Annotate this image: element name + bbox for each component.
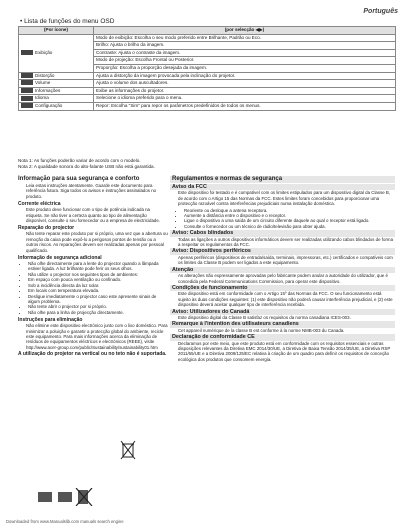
settings-icon (21, 103, 33, 108)
caution-heading: Atenção (170, 267, 395, 273)
list-item: • Em locais com temperatura elevada. (28, 288, 168, 293)
list-item: • Em espaço com pouca ventilação ou confinado. (28, 277, 168, 282)
ce-text: Declaramos por este meio, que este produto está em conformidade com os requisitos essenciais e outras disposições relevantes da Diretiva EMC 2014/30/UE, a Diretiva de Baixa Tensão 2014/35/UE, a Diretiva RSP 2011/65/UE e a Diretiva 2009/125/EC relativa à criação de um quadro para definir os requisitos de conceção ecológica dos produtos que consomem energia. (178, 340, 391, 362)
osd-row-text: Selecione o idioma preferido para o menu. (94, 95, 396, 103)
additional-safety-heading: Informação de segurança adicional (18, 255, 102, 262)
osd-list-title: • Lista de funções do menu OSD (20, 18, 114, 25)
canada-fr-text: Cet appareil numérique de la classe B est conforme à la norme NMB-003 du Canada. (178, 327, 345, 333)
weee-bin-icon (120, 440, 136, 460)
list-item: • Desligue imediatamente o projector caso este apresente sinais de algum problema. (28, 294, 168, 305)
osd-row-text: Modo de exibição: Escolha o seu modo preferido entre Brilhante, Padrão ou Eco. (94, 34, 396, 42)
safety-heading: Informação para sua segurança e conforto (18, 176, 140, 182)
table-row (19, 87, 396, 95)
osd-row-text: Brilho: Ajusta o brilho da imagem. (94, 42, 396, 50)
osd-row-text: Exibe as informações do projetor. (94, 87, 396, 95)
volume-icon (21, 80, 33, 85)
info-icon (21, 88, 33, 93)
language-label: Português (363, 8, 398, 15)
osd-icon-label: Idioma (35, 95, 49, 101)
note-2: Nota 2: A qualidade sonora do alto-falante USB não está garantida. (18, 164, 155, 169)
osd-row-text: Modo de projeção: Escolha Frontal ou Posterior. (94, 57, 396, 65)
canada-heading: Aviso: Utilizadores do Canadá (170, 309, 395, 315)
osd-icon-label: Distorção (35, 72, 55, 78)
osd-row-text: Repor: Escolha "Sim" para repor os parâmetros predefinidos de todos os menus. (94, 102, 396, 110)
list-item: • Reoriente ou desloque a antena receptora. (184, 208, 395, 213)
canada-fr-heading: Remarque à l'intention des utilisateurs canadiens (170, 321, 395, 327)
electric-heading: Corrente eléctrica (18, 201, 61, 208)
osd-notes (18, 158, 155, 170)
shielded-cables-text: Todas as ligações a outros dispositivos informáticos devem ser realizadas utilizando cabos blindados de forma a respeitar os regulamentos da FCC. (178, 236, 394, 248)
table-row (19, 95, 396, 103)
osd-row-text: Ajusta o volume dos auscultadores. (94, 80, 396, 88)
osd-row-text: Contraste: Ajusta o contraste da imagem. (94, 49, 396, 57)
list-item: • Não utilize o projector nos seguintes tipos de ambientes: (28, 272, 168, 277)
repair-text: Não tente reparar este produto por si próprio, uma vez que a abertura ou remoção da caixa pode expô-lo a perigosos pontos de tensão ou a outros riscos. As reparações devem ser realizadas apenas por pessoal qualificado. (26, 231, 168, 253)
list-item: • Consulte o fornecedor ou um técnico de rádio/televisão para obter ajuda. (184, 224, 395, 229)
osd-col-selection-header: (por selecção ◀▶) (94, 27, 396, 35)
list-item: • Ligue o dispositivo a uma saída de um circuito diferente daquele ao qual o receptor está ligado. (184, 218, 395, 223)
conditions-text: Este dispositivo está em conformidade com o Artigo 15º das Normas da FCC. O seu funcionamento está sujeito às duas condições seguintes: (1) este dispositivo não poderá causar interferência prejudicial, e (2) este dispositivo deverá aceitar qualquer tipo de interferência recebida. (178, 291, 393, 308)
list-item: • Sob a incidência directa da luz solar. (28, 283, 168, 288)
list-item: • Não olhe directamente para a lente do projector quando a lâmpada estiver ligada. A luz brilhante pode ferir os seus olhos. (28, 261, 168, 272)
osd-icon-label: Volume (35, 80, 51, 86)
osd-icon-label: Informações (35, 87, 61, 93)
osd-function-table (18, 26, 396, 111)
list-item: • Aumente a distância entre o dispositivo e o receptor. (184, 213, 395, 218)
osd-icon-label: Exibição (35, 49, 53, 55)
additional-safety-list (18, 261, 168, 315)
table-row (19, 80, 396, 88)
right-column (170, 176, 395, 363)
shielded-cables-heading: Aviso: Cabos blindados (170, 230, 395, 236)
fcc-heading: Aviso da FCC (170, 184, 395, 190)
caution-text: As alterações não expressamente aprovadas pelo fabricante podem anular a autoridade do utilizador, que é concedida pela Federal Communications Commission, para operar este dispositivo. (178, 273, 388, 284)
osd-row-text: Ajusta a distorção da imagem provocada pela inclinação do projetor. (94, 72, 396, 80)
peripherals-text: Apenas periféricos (dispositivos de entrada/saída, terminais, impressoras, etc.) certificados e compatíveis com os limites da Classe B podem ser ligados a este equipamento. (178, 254, 393, 266)
table-row (19, 72, 396, 80)
ce-heading: Declaração de conformidade CE (170, 334, 395, 340)
osd-icon-label: Configuração (35, 102, 63, 108)
conditions-heading: Condições de funcionamento (170, 285, 395, 291)
list-item: • Não olhe para a linha de projecção directamente. (28, 310, 168, 315)
fcc-text: Este dispositivo foi testado e é compatível com os limites estipulados para um dispositivo digital da Classe B, de acordo com o Artigo 15 das Normas da FCC. Estes limites foram concebidos para proporcionar uma protecção razoável contra interferências prejudiciais numa instalação doméstica. (178, 190, 391, 207)
projector-orientation-icon (36, 488, 96, 506)
left-column (18, 176, 168, 358)
disposal-heading: Instruções para eliminação (18, 317, 83, 324)
electric-text: Este produto deve funcionar com o tipo de potência indicada na etiqueta. Se não tiver a certeza quanto ao tipo de alimentação disponível, consulte o seu fornecedor ou a empresa de electricidade. (26, 207, 160, 224)
osd-col-icon-header: (Por ícone) (19, 27, 94, 35)
display-icon (21, 50, 33, 55)
table-row (19, 102, 396, 110)
osd-row-text: Proporção: Escolha a proporção desejada da imagem. (94, 64, 396, 72)
language-icon (21, 96, 33, 101)
table-row (19, 34, 396, 42)
vertical-use-caption: A utilização do projetor na vertical ou no teto não é suportada. (18, 351, 167, 358)
download-footer: Downloaded from www.Manualslib.com manuals search engine (6, 519, 124, 524)
regulations-header (170, 176, 395, 183)
note-1: Nota 1: As funções poderão variar de acordo com o modelo. (18, 158, 141, 163)
disposal-text: Não elimine este dispositivo electrónico junto com o lixo doméstico. Para minimizar a poluição e garantir a protecção global do ambiente, recicle este equipamento. Para mais informações acerca da eliminação de resíduos de equipamentos eléctricos e electrónicos (REEE), visite http://www.acer-group.com/public/Sustainability/sustainability01.htm (26, 323, 168, 350)
canada-text: Este dispositivo digital da Classe B satisfaz os requisitos da norma canadiana ICES-003. (178, 314, 351, 320)
peripherals-heading: Aviso: Dispositivos periféricos (170, 248, 395, 254)
safety-text: Leia estas instruções atentamente. Guarde este documento para referência futura. Siga todos os avisos e instruções assinalados no produto. (26, 183, 157, 199)
regulations-title: Regulamentos e normas de segurança (172, 176, 283, 182)
fcc-list (170, 208, 395, 230)
repair-heading: Reparação do projector (18, 225, 75, 232)
keystone-icon (21, 73, 33, 78)
list-item: • Não tente abrir o projector por si próprio. (28, 304, 168, 309)
